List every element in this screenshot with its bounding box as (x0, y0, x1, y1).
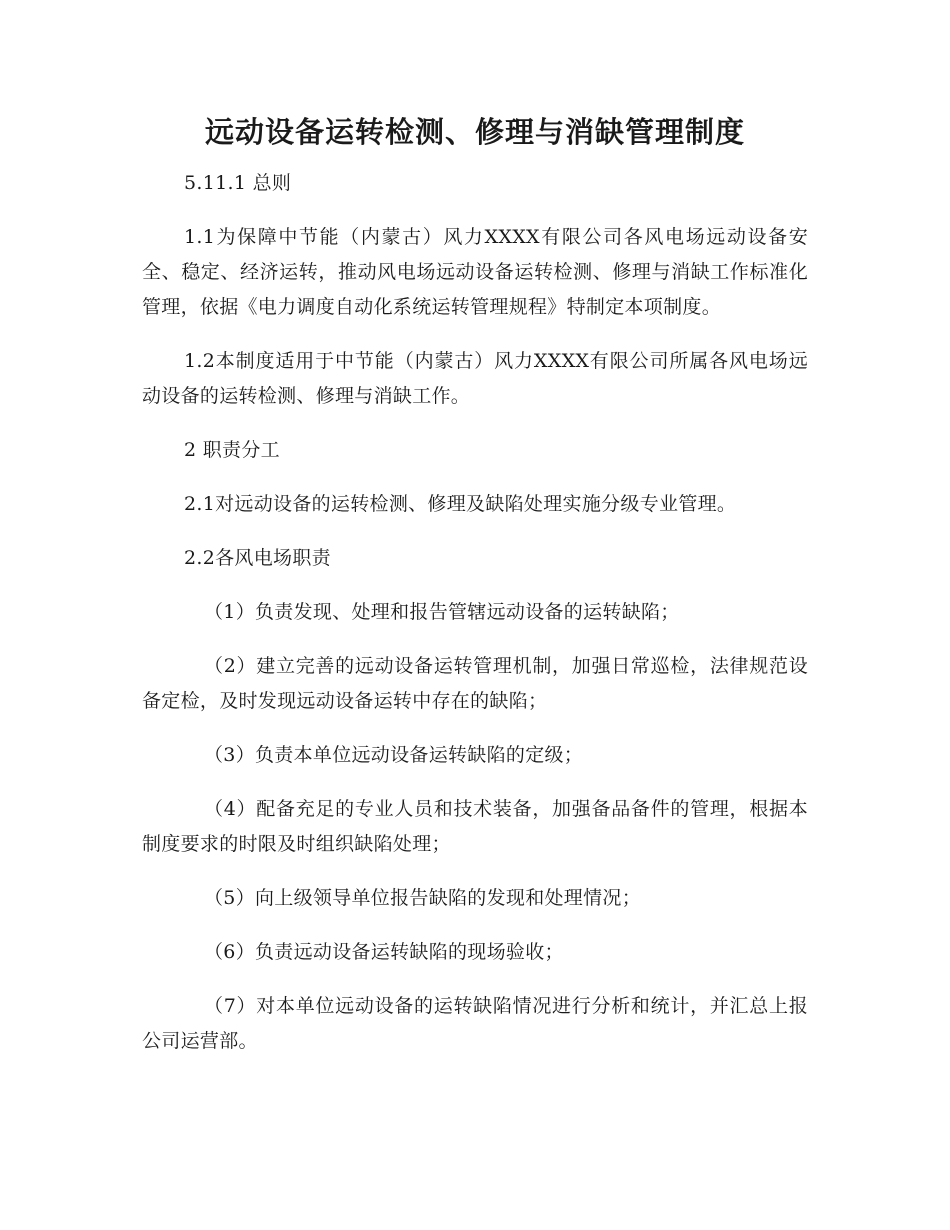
paragraph: （6）负责远动设备运转缺陷的现场验收； (204, 941, 564, 963)
paragraph: 1.1为保障中节能（内蒙古）风力XXXX有限公司各风电场远动设备安全、稳定、经济运转，推动风电场远动设备运转检测、修理与消缺工作标准化管理，依据《电力调度自动化系统运转管理规程》特制定本项制度。 (142, 226, 808, 318)
paragraph: （2）建立完善的远动设备运转管理机制，加强日常巡检，法律规范设备定检，及时发现远动设备运转中存在的缺陷； (142, 655, 808, 712)
paragraph: 2.2各风电场职责 (184, 547, 331, 569)
paragraph: （4）配备充足的专业人员和技术装备，加强备品备件的管理，根据本制度要求的时限及时组织缺陷处理； (142, 798, 808, 855)
paragraph: （3）负责本单位远动设备运转缺陷的定级； (204, 744, 584, 766)
paragraph: 1.2本制度适用于中节能（内蒙古）风力XXXX有限公司所属各风电场远动设备的运转检测、修理与消缺工作。 (142, 350, 808, 407)
paragraph: （5）向上级领导单位报告缺陷的发现和处理情况； (204, 887, 641, 909)
document-title: 远动设备运转检测、修理与消缺管理制度 (204, 115, 745, 149)
section-heading: 5.11.1 总则 (184, 172, 292, 194)
paragraph: （7）对本单位远动设备的运转缺陷情况进行分析和统计，并汇总上报公司运营部。 (142, 995, 808, 1052)
section-heading: 2 职责分工 (184, 439, 280, 461)
document-body (142, 166, 808, 1078)
paragraph: （1）负责发现、处理和报告管辖远动设备的运转缺陷； (204, 601, 680, 623)
paragraph: 2.1对远动设备的运转检测、修理及缺陷处理实施分级专业管理。 (184, 493, 737, 515)
